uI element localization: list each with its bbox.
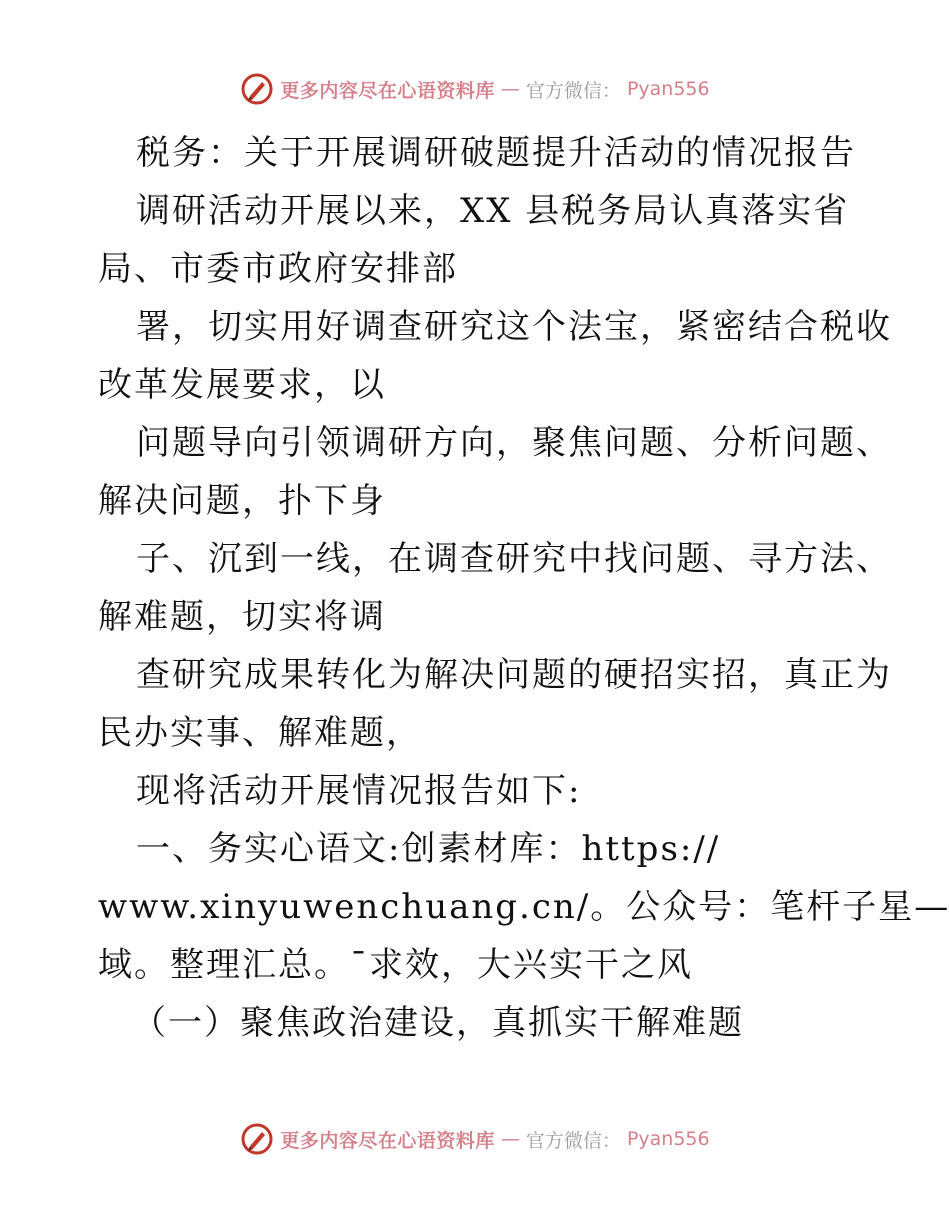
paragraph-line: 调研活动开展以来，XX 县税务局认真落实省 — [136, 191, 850, 231]
watermark-official-text: 官方微信： — [525, 79, 621, 102]
paragraph-line: 署，切实用好调查研究这个法宝，紧密结合税收 — [136, 307, 892, 347]
paragraph-line: www.xinyuwenchuang.cn/。公众号：笔杆子星— — [98, 887, 950, 927]
watermark-official-text: 官方微信： — [525, 1129, 621, 1152]
paragraph-line: 问题导向引领调研方向，聚焦问题、分析问题、 — [136, 423, 892, 463]
watermark-main-text: 更多内容尽在心语资料库 — [280, 79, 495, 102]
pen-logo-icon — [240, 72, 274, 106]
paragraph-line: 改革发展要求，以 — [98, 365, 386, 405]
paragraph-line: 解难题，切实将调 — [98, 597, 386, 637]
paragraph-line: 民办实事、解难题， — [98, 713, 422, 753]
subsection-heading: （一）聚焦政治建设，真抓实干解难题 — [132, 1003, 744, 1043]
paragraph-line: 解决问题，扑下身 — [98, 481, 386, 521]
watermark-wechat-id: Pyan556 — [626, 78, 710, 100]
footer-watermark — [0, 1122, 950, 1156]
document-body — [98, 124, 950, 1052]
pen-logo-icon — [240, 1122, 274, 1156]
paragraph-line: 查研究成果转化为解决问题的硬招实招，真正为 — [136, 655, 892, 695]
paragraph-line: 子、沉到一线，在调查研究中找问题、寻方法、 — [136, 539, 892, 579]
header-watermark — [0, 72, 950, 106]
watermark-wechat-id: Pyan556 — [626, 1128, 710, 1150]
paragraph-line: 域。整理汇总。¯求效，大兴实干之风 — [98, 945, 693, 985]
watermark-dash: — — [500, 1128, 520, 1150]
watermark-main-text: 更多内容尽在心语资料库 — [280, 1129, 495, 1152]
watermark-dash: — — [500, 78, 520, 100]
section-heading: 一、务实心语文:创素材库：https:// — [136, 829, 721, 869]
paragraph-line: 局、市委市政府安排部 — [98, 249, 458, 289]
paragraph-line: 现将活动开展情况报告如下: — [136, 771, 582, 811]
document-title: 税务：关于开展调研破题提升活动的情况报告 — [136, 133, 856, 173]
